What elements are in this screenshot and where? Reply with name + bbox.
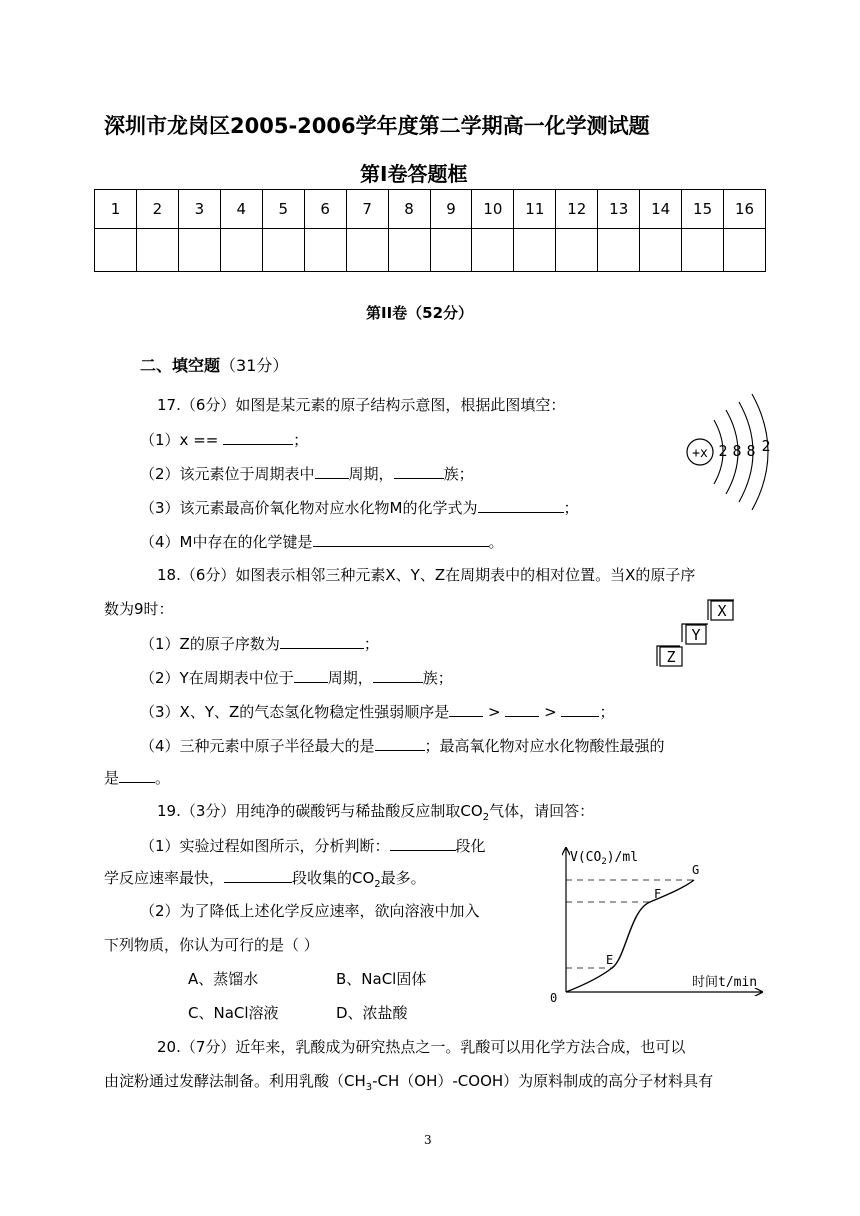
- periodic-position-diagram: [652, 594, 744, 670]
- page-number: 3: [424, 1133, 432, 1147]
- answer-number-cell: 1: [95, 190, 137, 229]
- atom-structure-diagram: [684, 392, 784, 520]
- answer-blank[interactable]: [280, 632, 364, 649]
- answer-blank[interactable]: [313, 530, 489, 547]
- shell-electrons: 2: [718, 442, 728, 460]
- element-z-box: Z: [666, 648, 676, 666]
- answer-blank[interactable]: [394, 462, 444, 479]
- answer-input-cell[interactable]: [430, 229, 472, 272]
- answer-number-cell: 14: [640, 190, 682, 229]
- answer-number-row: [95, 190, 766, 229]
- answer-input-cell[interactable]: [304, 229, 346, 272]
- q17-line2: （2）该元素位于周期表中 周期， 族；: [140, 462, 474, 484]
- x-axis-label: 时间t/min: [692, 975, 758, 990]
- answer-input-cell[interactable]: [346, 229, 388, 272]
- q18-line5: 是 。: [104, 766, 170, 788]
- answer-number-cell: 12: [556, 190, 598, 229]
- point-e-label: E: [606, 953, 614, 967]
- answer-input-cell[interactable]: [724, 229, 766, 272]
- origin-label: 0: [550, 991, 558, 1005]
- answer-number-cell: 6: [304, 190, 346, 229]
- answer-number-cell: 9: [430, 190, 472, 229]
- answer-input-cell[interactable]: [262, 229, 304, 272]
- answer-input-cell[interactable]: [178, 229, 220, 272]
- answer-number-cell: 7: [346, 190, 388, 229]
- answer-number-cell: 4: [220, 190, 262, 229]
- q17-line3: （3）该元素最高价氧化物对应水化物M的化学式为 ；: [140, 496, 579, 518]
- shell-electrons: 2: [761, 437, 771, 455]
- answer-blank[interactable]: [224, 866, 292, 883]
- q19-line2: 学反应速率最快， 段收集的$CO_2$最多。: [104, 866, 426, 890]
- answer-blank[interactable]: [478, 496, 564, 513]
- q20-line1: 20.（7分）近年来，乳酸成为研究热点之一。乳酸可以用化学方法合成，也可以: [157, 1038, 686, 1056]
- answer-input-cell[interactable]: [388, 229, 430, 272]
- q17-intro: 17.（6分）如图是某元素的原子结构示意图，根据此图填空：: [157, 396, 566, 414]
- answer-blank[interactable]: [315, 462, 349, 479]
- answer-box-heading: 第Ⅰ卷答题框: [360, 162, 468, 186]
- part2-heading: 第II卷（52分）: [366, 304, 474, 322]
- answer-input-cell[interactable]: [598, 229, 640, 272]
- answer-input-cell[interactable]: [682, 229, 724, 272]
- point-f-label: F: [654, 887, 662, 901]
- q18-line1: （1）Z的原子序数为 ；: [140, 632, 379, 654]
- q17-line4: （4）M中存在的化学键是 。: [140, 530, 504, 552]
- answer-number-cell: 11: [514, 190, 556, 229]
- point-g-label: G: [692, 863, 700, 877]
- option-c: C、NaCl溶液: [188, 1004, 279, 1022]
- page-title: 深圳市龙岗区2005-2006学年度第二学期高一化学测试题: [104, 114, 650, 138]
- q19-line1: （1）实验过程如图所示，分析判断： 段化: [140, 834, 486, 856]
- answer-blank[interactable]: [223, 428, 293, 445]
- answer-blank[interactable]: [294, 666, 328, 683]
- element-y-box: Y: [691, 626, 701, 644]
- q20-line2: 由淀粉通过发酵法制备。利用乳酸$(CH_3-CH(OH)-COOH)$为原料制成的高分子材料具有: [104, 1072, 714, 1093]
- answer-number-cell: 8: [388, 190, 430, 229]
- answer-input-cell[interactable]: [95, 229, 137, 272]
- co2-volume-graph: [544, 840, 770, 1006]
- shell-electrons: 8: [732, 442, 742, 460]
- q19-intro: 19.（3分）用纯净的碳酸钙与稀盐酸反应制取$CO_2$气体，请回答：: [157, 802, 595, 823]
- answer-blank[interactable]: [373, 666, 423, 683]
- q18-line3: （3）X、Y、Z的气态氢化物稳定性强弱顺序是 > > ；: [140, 700, 615, 722]
- option-a: A、蒸馏水: [188, 970, 259, 988]
- q19-line4: 下列物质，你认为可行的是（ ）: [104, 936, 319, 954]
- answer-table: [94, 189, 766, 272]
- section-heading: [140, 353, 288, 376]
- section-label: 二、填空题: [140, 356, 221, 375]
- q19-line3: （2）为了降低上述化学反应速率，欲向溶液中加入: [140, 902, 480, 920]
- answer-number-cell: 10: [472, 190, 514, 229]
- nucleus-label: +x: [692, 446, 708, 461]
- answer-input-cell[interactable]: [136, 229, 178, 272]
- shell-electrons: 8: [746, 442, 756, 460]
- answer-blank[interactable]: [390, 834, 456, 851]
- answer-blank[interactable]: [375, 734, 425, 751]
- option-b: B、NaCl固体: [336, 970, 427, 988]
- answer-blank-row: [95, 229, 766, 272]
- answer-number-cell: 2: [136, 190, 178, 229]
- answer-number-cell: 3: [178, 190, 220, 229]
- q17-line1: （1）x == ；: [140, 428, 308, 450]
- option-d: D、浓盐酸: [336, 1004, 408, 1022]
- answer-blank[interactable]: [119, 766, 155, 783]
- q18-intro2: 数为9时：: [104, 600, 174, 618]
- answer-blank[interactable]: [505, 700, 539, 717]
- answer-input-cell[interactable]: [514, 229, 556, 272]
- q18-line4: （4）三种元素中原子半径最大的是 ；最高氧化物对应水化物酸性最强的: [140, 734, 665, 756]
- answer-input-cell[interactable]: [556, 229, 598, 272]
- element-x-box: X: [717, 602, 727, 620]
- answer-number-cell: 5: [262, 190, 304, 229]
- y-axis-label: $V(CO_2)/ml$: [570, 850, 639, 867]
- answer-number-cell: 16: [724, 190, 766, 229]
- answer-number-cell: 13: [598, 190, 640, 229]
- answer-input-cell[interactable]: [472, 229, 514, 272]
- reaction-curve: [566, 880, 694, 992]
- answer-input-cell[interactable]: [640, 229, 682, 272]
- q18-intro1: 18.（6分）如图表示相邻三种元素X、Y、Z在周期表中的相对位置。当X的原子序: [157, 566, 696, 584]
- answer-number-cell: 15: [682, 190, 724, 229]
- answer-blank[interactable]: [449, 700, 483, 717]
- q18-line2: （2）Y在周期表中位于 周期， 族；: [140, 666, 453, 688]
- answer-input-cell[interactable]: [220, 229, 262, 272]
- section-points: （31分）: [220, 356, 289, 375]
- answer-blank[interactable]: [561, 700, 599, 717]
